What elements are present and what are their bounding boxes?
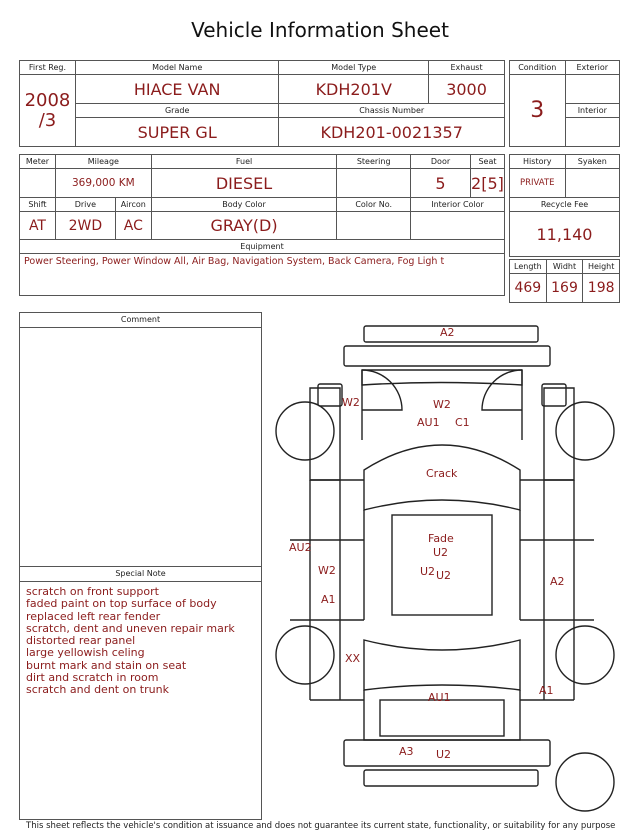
mark-au2-left: AU2 [289,541,312,554]
drive-label: Drive [55,198,115,212]
mark-a3-rear: A3 [399,745,414,758]
special-note-label: Special Note [20,566,261,582]
special-note-list [20,582,261,701]
model-type: KDH201V [279,75,429,104]
mark-w2-windshield: W2 [433,398,451,411]
syaken-label: Syaken [565,155,619,169]
mark-a2-right: A2 [550,575,565,588]
dimensions-table [509,259,620,303]
exterior-label: Exterior [565,61,619,75]
first-reg-value [20,75,76,147]
mark-a1-right: A1 [539,684,554,697]
first-reg-year: 2008 [24,89,71,111]
model-name-label: Model Name [75,61,278,75]
aircon-label: Aircon [115,198,151,212]
mark-c1-front: C1 [455,416,470,429]
mark-w2-left: W2 [318,564,336,577]
right-door-lines [574,540,594,620]
rear-left-wheel [276,626,334,684]
mileage-value: 369,000 KM [55,169,151,198]
body-color-label: Body Color [151,198,337,212]
drive-value: 2WD [55,212,115,240]
mark-au1-rear: AU1 [428,691,451,704]
rear-window [364,640,520,690]
note-line: dirt and scratch in room [26,671,159,685]
height-value: 198 [583,274,620,303]
steering-label: Steering [337,155,411,169]
note-line: scratch on front support [26,585,159,598]
first-reg-month: /3 [38,109,57,131]
mark-u2-rear: U2 [436,748,452,761]
right-side-window [520,480,574,700]
equipment-value: Power Steering, Power Window All, Air Bag, Navigation System, Back Camera, Fog Ligh t [24,256,445,267]
mark-a2-top: A2 [440,326,455,339]
shift-value: AT [20,212,56,240]
grade-value: SUPER GL [75,118,278,147]
front-left-wheel [276,402,334,460]
chassis-label: Chassis Number [279,104,505,118]
body-color-value: GRAY(D) [151,212,337,240]
page-title: Vehicle Information Sheet [191,18,449,42]
history-value: PRIVATE [510,169,566,198]
recycle-label: Recycle Fee [510,198,620,212]
mark-crack: Crack [426,467,458,480]
note-line: replaced left rear fender [26,609,161,623]
comment-label: Comment [20,313,261,328]
front-wheel-arch-left [362,370,402,410]
note-line: burnt mark and stain on seat [26,658,187,672]
note-line: distorted rear panel [26,634,136,648]
model-name: HIACE VAN [75,75,278,104]
chassis-value: KDH201-0021357 [279,118,505,147]
exhaust-label: Exhaust [429,61,505,75]
mark-u2-roof-b: U2 [420,565,436,578]
rear-step [364,770,538,786]
mark-xx-left: XX [345,652,361,665]
side-info-table [509,154,620,257]
equipment-label: Equipment [20,240,505,254]
note-line: scratch, dent and uneven repair mark [26,621,235,635]
aircon-value: AC [115,212,151,240]
mark-a1-left: A1 [321,593,336,606]
seat-value: 2[5] [470,169,504,198]
condition-table [509,60,620,147]
disclaimer-footer: This sheet reflects the vehicle's condition at issuance and does not guarantee its current state, functionality, or suitability for any purpose [26,821,616,831]
details-table [19,154,505,296]
fuel-value: DIESEL [151,169,337,198]
fuel-label: Fuel [151,155,337,169]
interior-label: Interior [565,104,619,118]
seat-label: Seat [470,155,504,169]
front-grille [344,346,550,366]
length-value: 469 [510,274,547,303]
door-label: Door [411,155,471,169]
rear-gate [380,700,504,736]
color-no-label: Color No. [337,198,411,212]
meter-label: Meter [20,155,56,169]
first-reg-label: First Reg. [20,61,76,75]
note-line: large yellowish celing [26,646,145,660]
spare-wheel [556,753,614,811]
right-front-fender [544,388,574,480]
width-label: Widht [546,260,583,274]
condition-score: 3 [510,75,566,147]
left-side-window [310,480,364,700]
rear-right-wheel [556,626,614,684]
comment-panel [19,312,262,820]
left-front-fender [310,388,340,480]
history-label: History [510,155,566,169]
note-line: scratch and dent on trunk [26,683,169,697]
mark-u2-roof-c: U2 [436,569,452,582]
exhaust-value: 3000 [429,75,505,104]
mark-au1-front: AU1 [417,416,440,429]
roof-panel [392,515,492,615]
model-type-label: Model Type [279,61,429,75]
left-side-body [310,480,340,700]
width-value: 169 [546,274,583,303]
condition-label: Condition [510,61,566,75]
main-info-table [19,60,505,147]
front-right-wheel [556,402,614,460]
mark-w2-left-mirror: W2 [342,396,360,409]
length-label: Length [510,260,547,274]
mark-fade: Fade [428,532,454,545]
door-value: 5 [411,169,471,198]
roof-outline [364,510,520,620]
recycle-value: 11,140 [510,212,620,257]
note-line: faded paint on top surface of body [26,597,217,611]
mileage-label: Mileage [55,155,151,169]
grade-label: Grade [75,104,278,118]
height-label: Height [583,260,620,274]
interior-color-label: Interior Color [411,198,505,212]
front-wheel-arch-right [482,370,522,410]
shift-label: Shift [20,198,56,212]
mark-u2-roof: U2 [433,546,449,559]
